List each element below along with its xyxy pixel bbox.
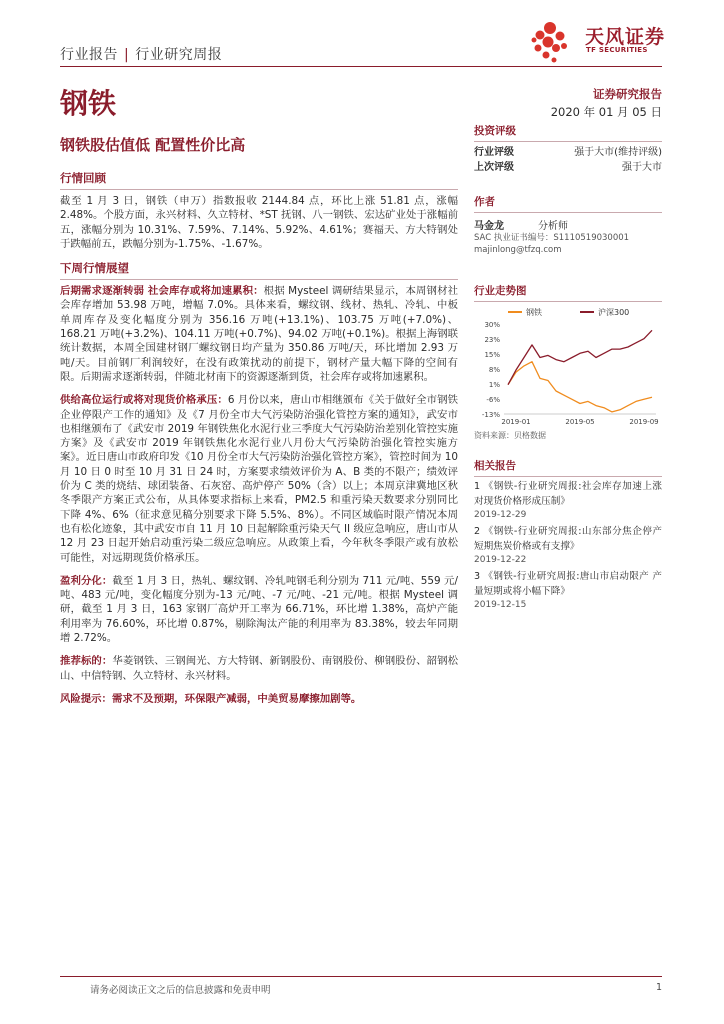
header-separator: | bbox=[124, 47, 130, 63]
series-line-2 bbox=[508, 330, 652, 384]
last-rating-value: 强于大市 bbox=[622, 162, 662, 173]
series-line-1 bbox=[508, 362, 652, 412]
rating-heading: 投资评级 bbox=[474, 122, 662, 142]
legend-label-1: 钢铁 bbox=[526, 308, 542, 317]
y-tick-label: 1% bbox=[488, 381, 500, 389]
outlook-p3-body: 截至 1 月 3 日，热轧、螺纹钢、冷轧吨钢毛利分别为 711 元/吨、559 元/吨、483 元/吨，变化幅度分别为-13 元/吨、-7 元/吨、-21 元/吨。根据 Mysteel 调研，截至 1 月 3 日，163 家钢厂高炉开工率为 66.71%，环比增 1.38%，高炉产能利用率为 76.60%，环比增 0.87%，剔除淘汰产能的利用率为 83.38%，较去年同期增 2.72%。 bbox=[60, 574, 458, 645]
author-sac-number: SAC 执业证书编号：S1110519030001 bbox=[474, 233, 630, 243]
y-tick-label: 30% bbox=[484, 321, 500, 329]
outlook-paragraph-2 bbox=[60, 393, 458, 565]
industry-trend-chart bbox=[474, 302, 662, 428]
report-type: 证券研究报告 bbox=[593, 87, 662, 101]
logo-chinese-name: 天风证券 bbox=[585, 26, 666, 48]
outlook-paragraph-4 bbox=[60, 654, 458, 683]
industry-rating-label: 行业评级 bbox=[474, 147, 514, 158]
subcategory-label: 行业研究周报 bbox=[135, 47, 223, 63]
industry-rating-value: 强于大市(维持评级) bbox=[574, 147, 662, 158]
header-divider bbox=[60, 66, 662, 67]
outlook-p1-body: 根据 Mysteel 调研结果显示，本周钢材社会库存增加 53.98 万吨，增幅 7.0%。具体来看，螺纹钢、线材、热轧、冷轧、中板单周库存及变化幅度分别为 356.16 万吨(+13.1%)、103.75 万吨(+7.0%)、168.21 万吨(+3.2%)、104.11 万吨(+0.7%)、94.02 万吨(+0.1%)。根据上海钢联统计数据，本周全国建材钢厂螺纹钢日均产量为 350.86 万吨/天，环比增加 2.93 万吨/天。目前钢厂利润较好，在没有政策扰动的前提下，钢材产量大幅下降的空间有限。后期需求逐渐转弱，伴随北材南下的资源逐渐到货，社会库存或将加速累积。 bbox=[60, 285, 458, 383]
author-email[interactable]: majinlong@tfzq.com bbox=[474, 245, 562, 255]
y-tick-label: 8% bbox=[488, 366, 500, 374]
related-report-title[interactable]: 2 《钢铁-行业研究周报:山东部分焦企停产 短期焦炭价格或有支撑》 bbox=[474, 526, 662, 552]
outlook-p2-body: 6 月份以来，唐山市相继颁布《关于做好全市钢铁企业停限产工作的通知》及《7 月份全市大气污染防治强化管控方案的通知》，武安市也相继颁布了《武安市 2019 年钢铁焦化水泥行业三季度大气污染防治差别化管控实施方案》及《武安市 2019 年钢铁焦化水泥行业八月份大气污染防治强化管控实施方案》。近日唐山市政府印发《10 月份全市大气污染防治强化管控方案》，管控时间为 10 月 10 日 0 时至 10 月 31 日 24 时，方案要求绩效评价为 A、B 类的不限产；绩效评价为 C 类的烧结、球团装备、石灰窑、高炉停产 50%（含）以上；本周京津冀地区秋冬季限产方案正式公布，从具体要求指标上来看，PM2.5 和重污染天数要求分别同比下降 4%、6%（征求意见稿分别要求下降 5.5%、8%）。不同区域临时限产情况本周也有松化迹象，其中武安市自 11 月 10 日起解除重污染天气 II 级应急响应，唐山市从 12 月 23 日起开始启动重污染二级应急响应。从政策上看，今年秋冬季限产或有放松可能性，对远期现货价格承压。 bbox=[60, 394, 459, 564]
related-report-date: 2019-12-22 bbox=[474, 555, 527, 565]
outlook-p2-lead: 供给高位运行或将对现货价格承压： bbox=[60, 394, 228, 407]
main-content bbox=[60, 170, 458, 706]
outlook-p1-lead: 后期需求逐渐转弱 社会库存或将加速累积： bbox=[60, 285, 264, 298]
outlook-paragraph-1 bbox=[60, 284, 458, 384]
legend-label-2: 沪深300 bbox=[598, 308, 630, 317]
author-name: 马金龙 bbox=[474, 221, 504, 232]
footer-divider bbox=[60, 976, 662, 977]
section-heading-outlook: 下周行情展望 bbox=[60, 260, 458, 280]
y-tick-label: 15% bbox=[484, 351, 500, 359]
risk-warning-text: 风险提示：需求不及预期，环保限产减弱，中美贸易摩擦加剧等。 bbox=[60, 692, 362, 705]
outlook-p4-lead: 推荐标的： bbox=[60, 655, 113, 668]
outlook-paragraph-3 bbox=[60, 574, 458, 645]
y-tick-label: -13% bbox=[481, 411, 500, 419]
author-title: 分析师 bbox=[538, 221, 568, 232]
author-heading: 作者 bbox=[474, 193, 662, 213]
x-tick-label: 2019-05 bbox=[565, 418, 595, 426]
x-tick-label: 2019-01 bbox=[501, 418, 531, 426]
y-tick-label: 23% bbox=[484, 336, 500, 344]
footer-disclaimer: 请务必阅读正文之后的信息披露和免责申明 bbox=[90, 985, 271, 996]
related-report-title[interactable]: 1 《钢铁-行业研究周报:社会库存加速上涨 对现货价格形成压制》 bbox=[474, 481, 662, 507]
sidebar bbox=[474, 122, 662, 615]
report-date: 2020 年 01 月 05 日 bbox=[550, 105, 662, 119]
section-heading-review: 行情回顾 bbox=[60, 170, 458, 190]
report-category bbox=[60, 44, 222, 64]
review-paragraph: 截至 1 月 3 日，钢铁（申万）指数报收 2144.84 点，环比上涨 51.81 点，涨幅 2.48%。个股方面，永兴材料、久立特材、*ST 抚钢、八一钢铁、宏达矿业处于涨幅前五，涨幅分别为 10.31%、7.59%、7.14%、5.92%、4.61%；赛福天、方大特钢处于跌幅前五，跌幅分别为-1.75%、-1.67%。 bbox=[60, 195, 458, 250]
related-report-date: 2019-12-29 bbox=[474, 510, 527, 520]
x-tick-label: 2019-09 bbox=[629, 418, 659, 426]
logo-english-name: TF SECURITIES bbox=[586, 46, 648, 54]
page-number: 1 bbox=[655, 982, 662, 993]
risk-warning bbox=[60, 692, 458, 706]
outlook-p3-lead: 盈利分化： bbox=[60, 574, 113, 587]
industry-title: 钢铁 bbox=[60, 87, 117, 120]
outlook-p4-body: 华菱钢铁、三钢闽光、方大特钢、新钢股份、南钢股份、柳钢股份、韶钢松山、中信特钢、久立特材、永兴材料。 bbox=[60, 655, 459, 682]
last-rating-row bbox=[474, 160, 662, 175]
last-rating-label: 上次评级 bbox=[474, 162, 514, 173]
trend-chart-svg bbox=[474, 302, 662, 428]
chart-heading: 行业走势图 bbox=[474, 282, 662, 302]
report-subtitle: 钢铁股估值低 配置性价比高 bbox=[60, 136, 246, 154]
industry-rating-row bbox=[474, 145, 662, 160]
y-tick-label: -6% bbox=[486, 396, 500, 404]
related-report-title[interactable]: 3 《钢铁-行业研究周报:唐山市启动限产 产量短期或将小幅下降》 bbox=[474, 571, 662, 597]
category-label: 行业报告 bbox=[60, 47, 118, 63]
related-reports-heading: 相关报告 bbox=[474, 457, 662, 477]
author-row bbox=[474, 217, 662, 232]
chart-source: 资料来源：贝格数据 bbox=[474, 431, 546, 440]
related-report-date: 2019-12-15 bbox=[474, 600, 527, 610]
related-reports-list bbox=[474, 480, 662, 612]
